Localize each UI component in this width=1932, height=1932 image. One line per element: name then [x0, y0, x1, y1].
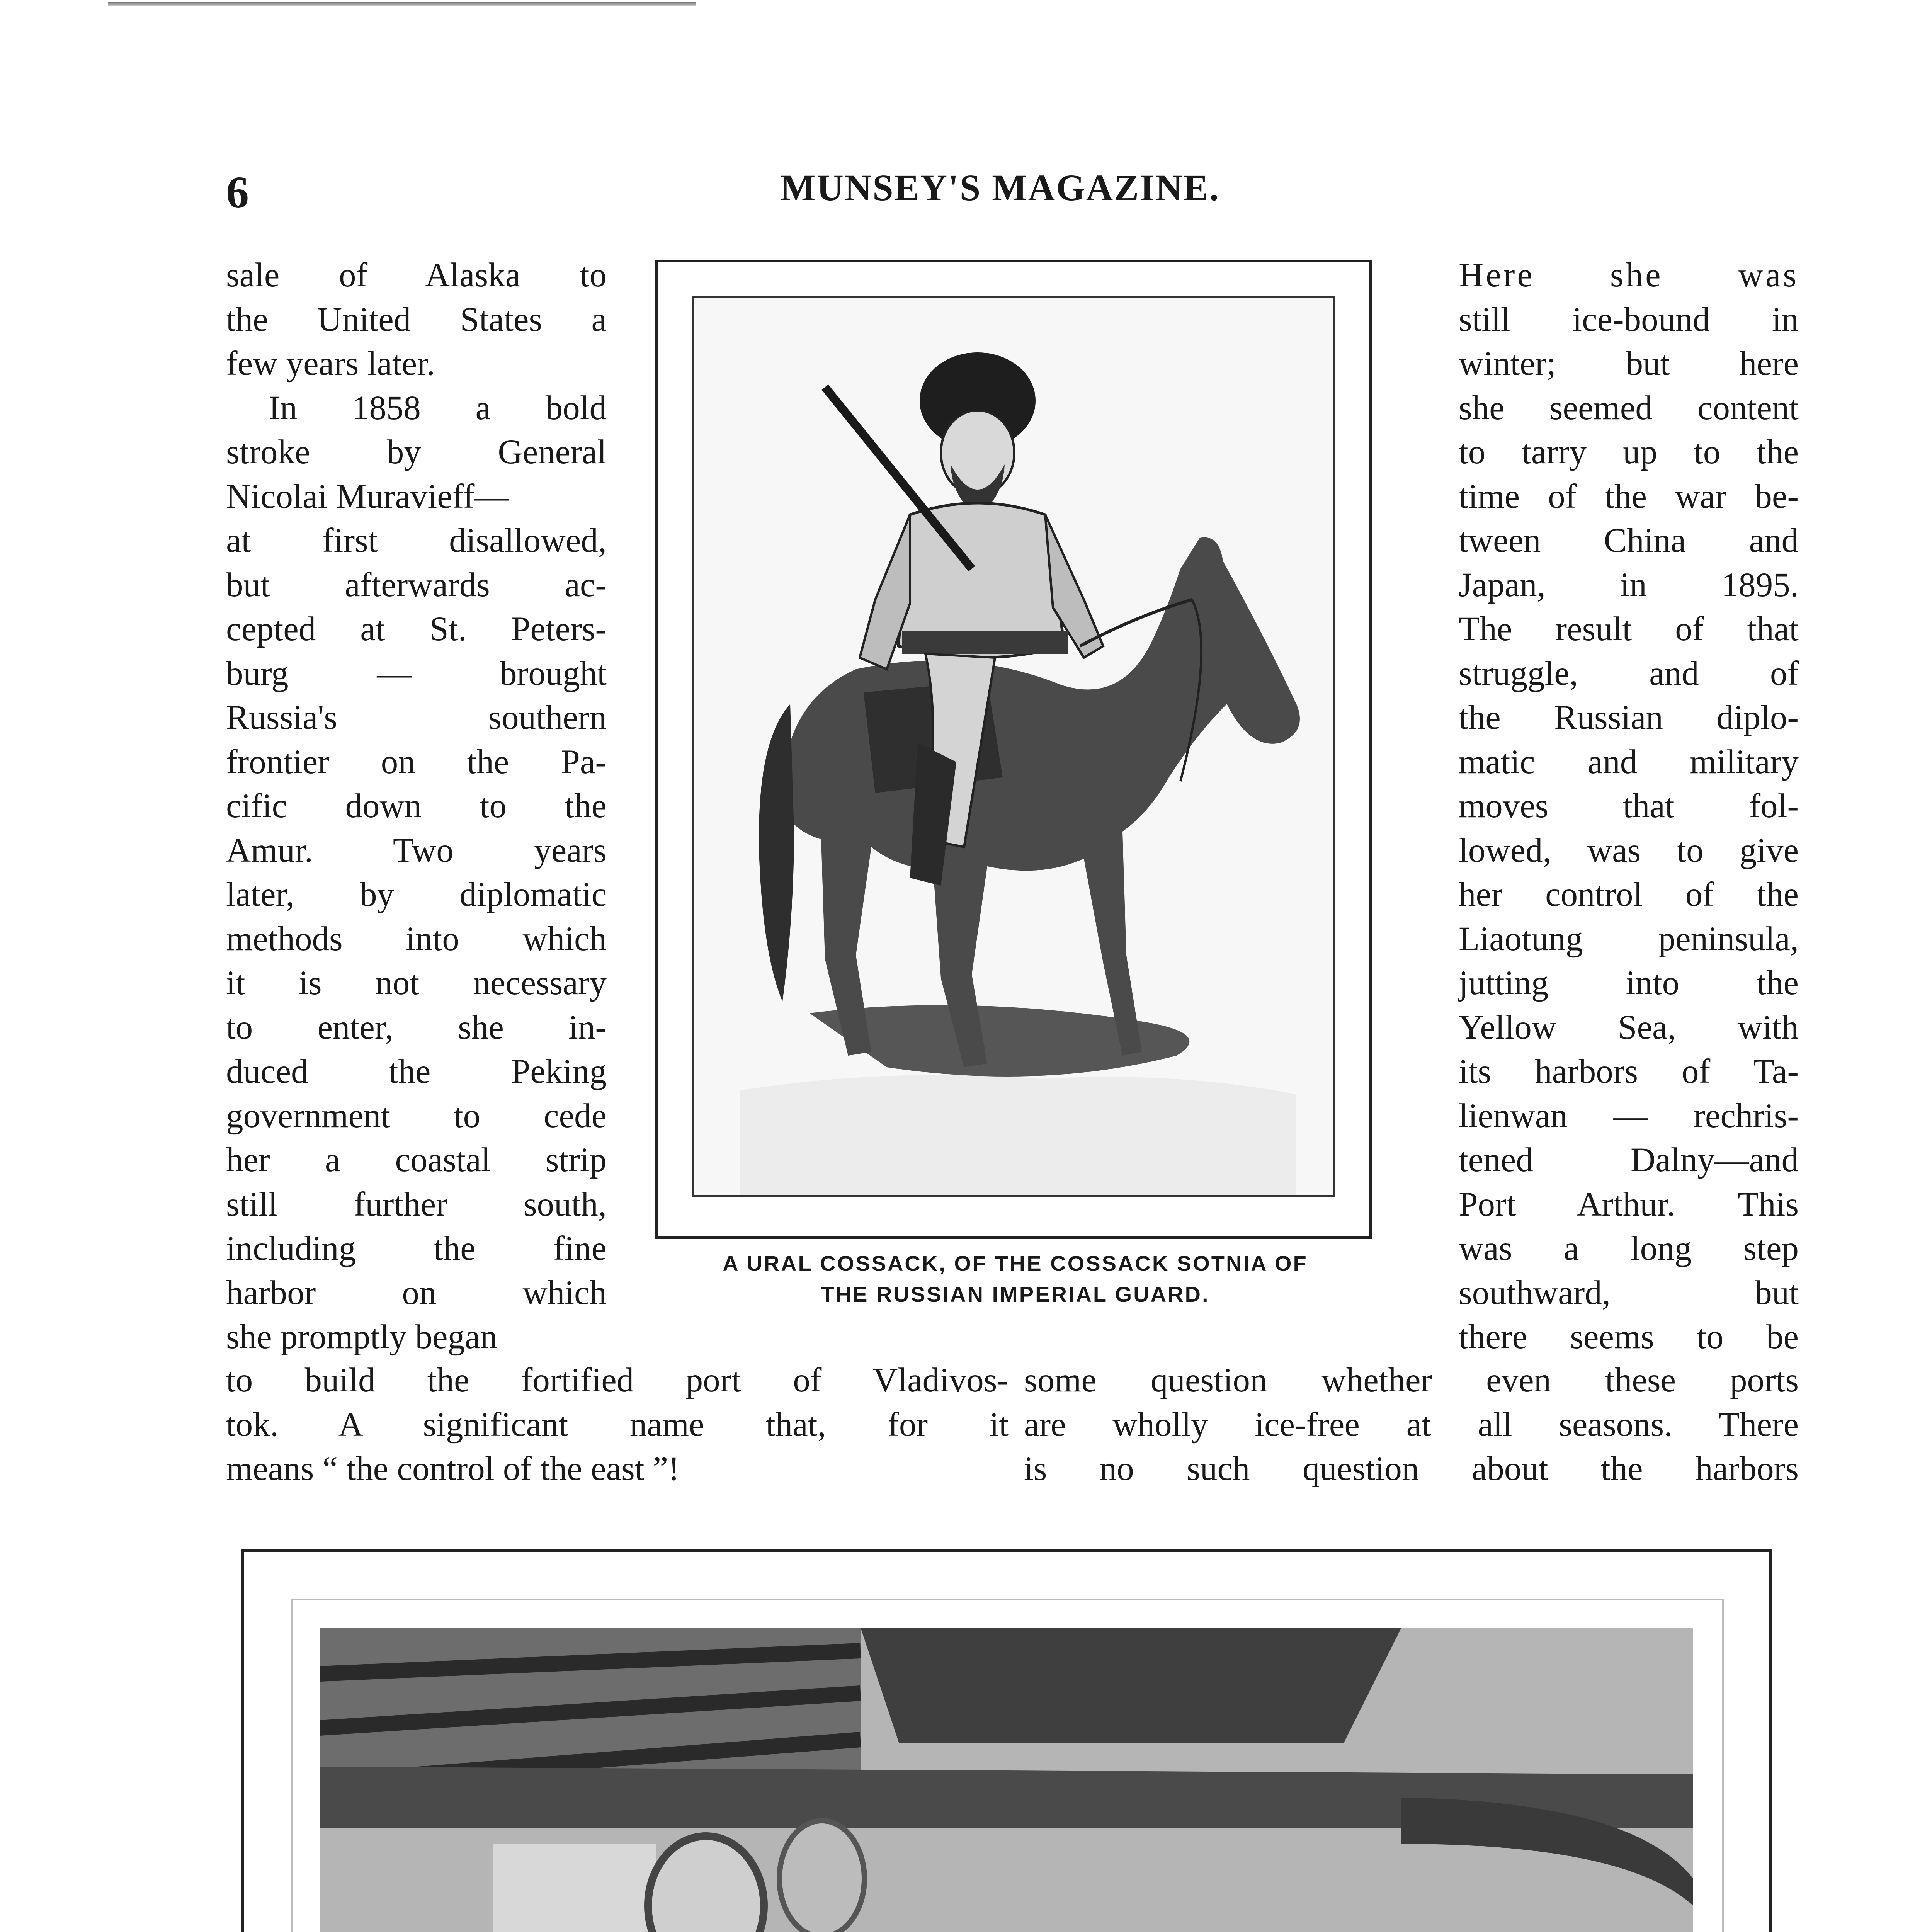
text-line: Yellow Sea, with — [1459, 1008, 1799, 1046]
text-line: moves that fol- — [1459, 787, 1799, 825]
text-line: methods into which — [226, 920, 607, 958]
text-line: at first disallowed, — [226, 522, 607, 560]
text-line: time of the war be- — [1459, 477, 1799, 515]
text-line: are wholly ice-free at all seasons. There — [1024, 1405, 1799, 1444]
running-head-title: MUNSEY'S MAGAZINE. — [781, 167, 1220, 208]
bottom-right-text — [1024, 1358, 1799, 1491]
text-line: she seemed content — [1459, 389, 1799, 427]
text-line: some question whether even these ports — [1024, 1361, 1799, 1399]
text-line: southward, but — [1459, 1274, 1799, 1312]
text-line: cepted at St. Peters- — [226, 610, 607, 648]
text-line: but afterwards ac- — [226, 566, 607, 604]
text-line: Port Arthur. This — [1459, 1185, 1799, 1223]
text-line: tween China and — [1459, 522, 1799, 560]
text-line: lowed, was to give — [1459, 831, 1799, 869]
text-line: few years later. — [226, 345, 435, 383]
text-line: to tarry up to the — [1459, 433, 1799, 471]
text-line: government to cede — [226, 1097, 607, 1135]
text-line: lienwan — rechris- — [1459, 1097, 1799, 1135]
text-line: struggle, and of — [1459, 654, 1799, 692]
text-line: stroke by General — [226, 433, 607, 471]
text-line: was a long step — [1459, 1230, 1799, 1267]
text-line: In 1858 a bold — [269, 389, 607, 427]
text-line: means “ the control of the east ”! — [226, 1450, 680, 1488]
text-line: matic and military — [1459, 743, 1799, 781]
cossack-figure-frame — [655, 260, 1372, 1239]
text-line: duced the Peking — [226, 1053, 607, 1090]
text-line: winter; but here — [1459, 345, 1799, 383]
sailors-on-deck-photo — [320, 1628, 1693, 1932]
text-line: to build the fortified port of Vladivos- — [226, 1361, 1009, 1399]
scan-edge-line — [108, 2, 696, 6]
page-number: 6 — [226, 167, 249, 218]
text-line: to enter, she in- — [226, 1008, 607, 1046]
photo-mat — [291, 1599, 1724, 1932]
bottom-left-text — [226, 1358, 1009, 1491]
gun-drill-figure-frame — [242, 1549, 1772, 1932]
text-line: harbor on which — [226, 1274, 607, 1312]
right-column-text — [1459, 253, 1799, 1359]
text-line: tok. A significant name that, for it — [226, 1405, 1009, 1444]
text-line: the Russian diplo- — [1459, 699, 1799, 736]
text-line: its harbors of Ta- — [1459, 1053, 1799, 1090]
caption-line: A URAL COSSACK, OF THE COSSACK SOTNIA OF — [723, 1251, 1308, 1276]
text-line: burg — brought — [226, 654, 607, 692]
text-line: tened Dalny—and — [1459, 1141, 1799, 1179]
text-line: she promptly began — [226, 1318, 497, 1356]
text-line: later, by diplomatic — [226, 876, 607, 913]
text-line: jutting into the — [1459, 964, 1799, 1002]
cossack-engraving — [692, 296, 1335, 1197]
text-line: there seems to be — [1459, 1318, 1799, 1356]
text-line: her control of the — [1459, 876, 1799, 913]
text-line: the United States a — [226, 300, 607, 338]
text-line: Russia's southern — [226, 699, 607, 736]
text-line: The result of that — [1459, 610, 1799, 648]
text-line: still ice-bound in — [1459, 300, 1799, 338]
text-line: including the fine — [226, 1230, 607, 1267]
text-line: still further south, — [226, 1185, 607, 1223]
text-line: Liaotung peninsula, — [1459, 920, 1799, 958]
cossack-caption — [639, 1248, 1391, 1310]
text-line: cific down to the — [226, 787, 607, 825]
cossack-on-horse-illustration — [694, 298, 1333, 1195]
text-line: is no such question about the harbors — [1024, 1450, 1799, 1488]
text-line: frontier on the Pa- — [226, 743, 607, 781]
text-line: it is not necessary — [226, 964, 607, 1002]
text-line: her a coastal strip — [226, 1141, 607, 1179]
caption-line: THE RUSSIAN IMPERIAL GUARD. — [821, 1282, 1210, 1306]
text-line: Nicolai Muravieff— — [226, 477, 509, 515]
left-column-text — [226, 253, 607, 1359]
text-line: sale of Alaska to — [226, 256, 607, 294]
text-line: Japan, in 1895. — [1459, 566, 1799, 604]
gun-drill-photo — [320, 1628, 1693, 1932]
text-line: Here she was — [1459, 256, 1799, 294]
text-line: Amur. Two years — [226, 831, 607, 869]
